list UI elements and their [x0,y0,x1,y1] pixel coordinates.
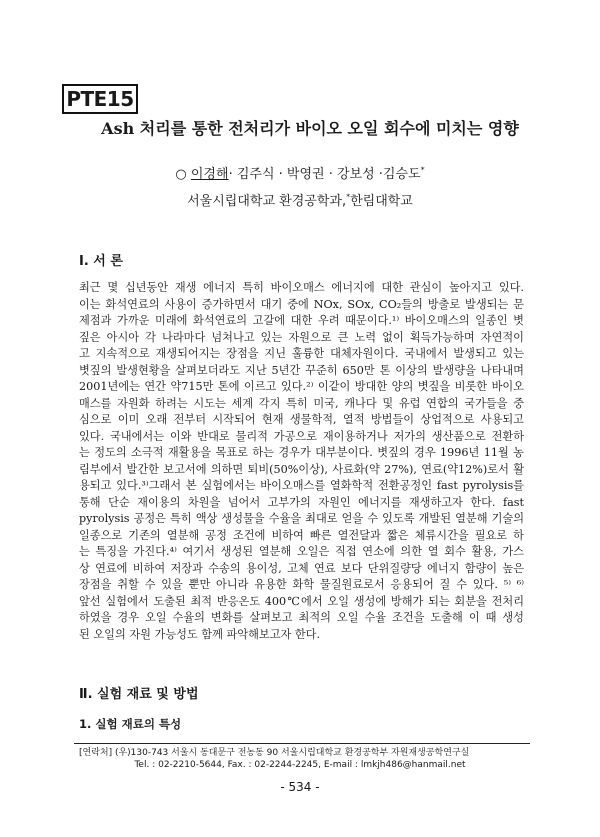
affiliation-second: 한림대학교 [350,194,413,209]
body-line: 있다. 국내에서는 이와 반대로 물리적 가공으로 재이용하거나 저가의 생산품으로 전환하 [79,429,524,443]
presentation-code: PTE15 [62,84,138,114]
body-line: 장점을 취할 수 있을 뿐만 아니라 유용한 화학 물질원료로서 응용되어 질 수 있다. ⁵⁾ ⁶⁾ [79,578,524,591]
body-line: 일종으로 기존의 열분해 공정 조건에 비하여 빠른 열전달과 짧은 체류시간을 필요로 하 [79,528,524,542]
body-line: pyrolysis 공정은 특히 액상 생성물을 수율을 최대로 얻을 수 있도록 개발된 열분해 기술의 [79,512,524,525]
presenter-bullet: ○ [175,167,187,182]
coauthor-names: · 김주식 · 박영권 · 강보성 ·김승도 [228,167,421,182]
body-line: 최근 몇 십년동안 재생 에너지 특히 바이오매스 에너지에 대한 관심이 높아지고 있다. [79,281,524,294]
introduction-body [79,280,524,643]
paper-title: Ash 처리를 통한 전처리가 바이오 오일 회수에 미치는 영향 [101,119,519,138]
footer-divider [74,743,530,744]
body-line: 심으로 이미 오래 전부터 시작되어 현재 생물학적, 열적 방법들이 상업적으로 사용되고 [79,413,524,426]
contact-address: [연락처] (우)130-743 서울시 동대문구 전농동 90 서울시립대학교 환경공학부 자원재생공학연구실 [79,748,470,758]
body-line: 제점과 가까운 미래에 화석연료의 고갈에 대한 우려 때문이다.¹⁾ 바이오매스의 일종인 볏 [79,314,524,327]
body-line: 용되고 있다.³⁾그래서 본 실험에서는 바이오매스를 열화학적 전환공정인 fast pyrolysis를 [79,479,524,492]
section-heading-methods: Ⅱ. 실험 재료 및 방법 [79,687,199,702]
body-line: 하였을 경우 오일 수율의 변화를 살펴보고 최적의 오일 수율 조건을 도출해 이 때 생성 [79,611,524,624]
affiliation-mark: * [346,192,351,202]
body-line: 매스를 자원화 하려는 시도는 세계 각지 특히 미국, 캐나다 및 유럽 연합의 국가들을 중 [79,396,524,410]
body-line: 앞선 실험에서 도출된 최적 반응온도 400℃에서 오일 생성에 방해가 되는 회분을 전처리 [79,594,524,608]
author-list [0,163,600,182]
body-line: 2001년에는 연간 약715만 톤에 이르고 있다.²⁾ 이같이 방대한 양의 볏짚을 비롯한 바이오 [79,380,524,393]
body-line: 는 정도의 소극적 재활용을 목표로 하는 경우가 대부분이다. 볏짚의 경우 1996년 11월 농 [79,446,524,459]
subsection-heading-materials: 1. 실험 재료의 특성 [79,717,182,731]
body-line: 통해 단순 재이용의 차원을 넘어서 고부가의 자원인 에너지를 재생하고자 한다. fast [79,495,524,509]
affiliation [0,190,600,209]
section-heading-introduction: Ⅰ. 서 론 [79,254,123,269]
presenter-name: 이경해 [190,167,229,182]
body-line: 상 연료에 비하여 저장과 수송의 용이성, 고체 연료 보다 단위질량당 에너지 함량이 높은 [79,561,524,575]
body-line: 짚은 아시아 각 나라마다 넘쳐나고 있는 자원으로 큰 노력 없이 획득가능하며 자연적이 [79,330,524,344]
page-number: - 534 - [280,780,320,794]
body-line: 이는 화석연료의 사용이 증가하면서 대기 중에 NOx, SOx, CO₂들의 방출로 발생되는 문 [79,297,524,311]
body-line: 림부에서 발간한 보고서에 의하면 퇴비(50%이상), 사료화(약 27%), 연료(약12%)로서 활 [79,462,524,476]
body-line: 된 오일의 자원 가능성도 함께 파악해보고자 한다. [79,627,321,641]
contact-phone-email: Tel. : 02-2210-5644, Fax. : 02-2244-2245, E-mail : lmkjh486@hanmail.net [134,760,466,770]
body-line: 볏짚의 발생현황을 살펴보더라도 지난 5년간 꾸준히 650만 톤 이상의 발생량을 나타내며 [79,363,524,377]
affiliation-main: 서울시립대학교 환경공학과, [187,194,347,209]
coauthor-mark: * [420,165,425,175]
body-line: 는 특징을 가진다.⁴⁾ 여기서 생성된 열분해 오일은 직접 연소에 의한 열 회수 활용, 가스 [79,545,524,558]
body-line: 고 지속적으로 재생되어지는 장점을 지닌 훌륭한 대체자원이다. 국내에서 발생되고 있는 [79,347,524,360]
